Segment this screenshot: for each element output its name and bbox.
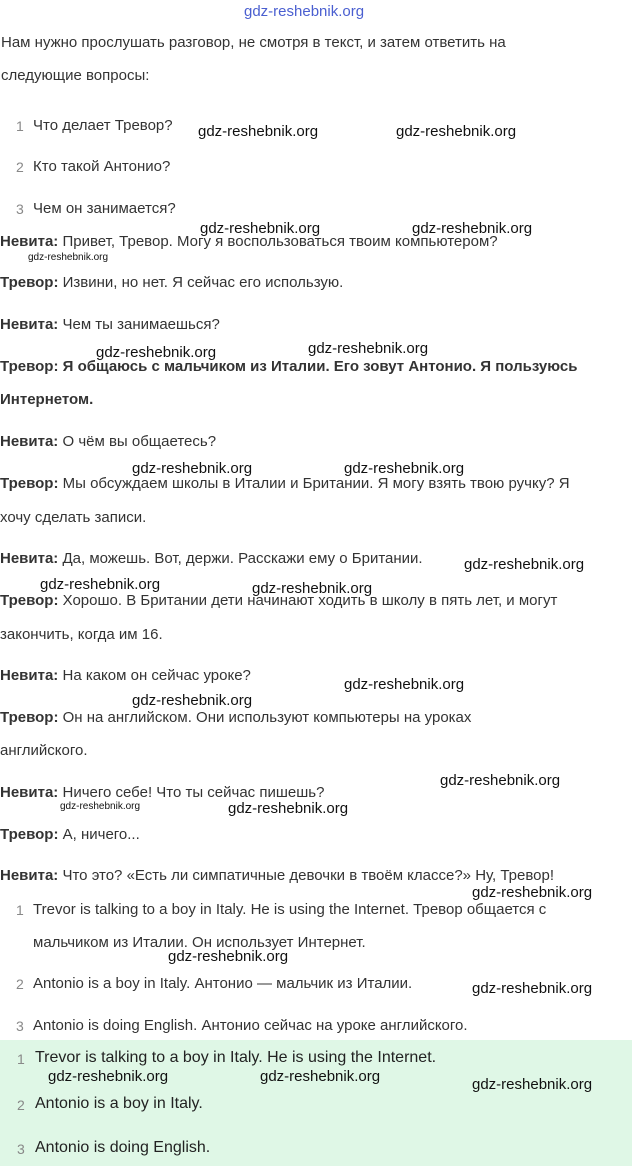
- translation-number: 2: [16, 976, 24, 992]
- speaker-name: Тревор:: [0, 709, 59, 726]
- question-number: 1: [16, 118, 24, 134]
- translation-number: 1: [16, 902, 24, 918]
- question-text: Чем он занимается?: [33, 200, 176, 217]
- speaker-name: Невита:: [0, 433, 59, 450]
- dialogue-text: На каком он сейчас уроке?: [62, 667, 251, 684]
- speaker-name: Невита:: [0, 233, 59, 250]
- speaker-name: Тревор:: [0, 826, 59, 843]
- question-number: 3: [16, 201, 24, 217]
- speaker-name: Тревор:: [0, 358, 59, 375]
- watermark: gdz-reshebnik.org: [132, 460, 253, 477]
- dialogue-text: Мы обсуждаем школы в Италии и Британии. Я могу взять твою ручку? Я: [62, 475, 570, 492]
- intro-line-1: Нам нужно прослушать разговор, не смотря в текст, и затем ответить на: [1, 34, 506, 51]
- dialogue-text: А, ничего...: [62, 826, 140, 843]
- watermark: gdz-reshebnik.org: [396, 123, 517, 140]
- watermark: gdz-reshebnik.org: [48, 1068, 169, 1085]
- watermark: gdz-reshebnik.org: [228, 800, 349, 817]
- answers-box: [0, 1040, 632, 1166]
- dialogue-line: [0, 825, 140, 845]
- answer-number: 1: [17, 1051, 25, 1067]
- watermark-top: gdz-reshebnik.org: [244, 3, 365, 20]
- translation-text: Antonio is doing English. Антонио сейчас на уроке английского.: [33, 1017, 468, 1034]
- dialogue-text: Хорошо. В Британии дети начинают ходить в школу в пять лет, и могут: [62, 592, 558, 609]
- speaker-name: Невита:: [0, 316, 59, 333]
- dialogue-line: [0, 273, 343, 293]
- watermark: gdz-reshebnik.org: [168, 948, 289, 965]
- watermark: gdz-reshebnik.org: [472, 884, 593, 901]
- watermark: gdz-reshebnik.org: [96, 344, 217, 361]
- dialogue-text: Да, можешь. Вот, держи. Расскажи ему о Британии.: [62, 550, 423, 567]
- watermark: gdz-reshebnik.org: [132, 692, 253, 709]
- answer-number: 2: [17, 1097, 25, 1113]
- watermark: gdz-reshebnik.org: [260, 1068, 381, 1085]
- dialogue-text: Он на английском. Они используют компьютеры на уроках: [62, 709, 472, 726]
- watermark: gdz-reshebnik.org: [60, 801, 141, 812]
- speaker-name: Тревор:: [0, 592, 59, 609]
- dialogue-line: [0, 866, 554, 886]
- dialogue-text: Извини, но нет. Я сейчас его использую.: [62, 274, 344, 291]
- watermark: gdz-reshebnik.org: [464, 556, 585, 573]
- dialogue-text: Я общаюсь с мальчиком из Италии. Его зовут Антонио. Я пользуюсь: [62, 358, 578, 375]
- dialogue-line: [0, 357, 577, 377]
- dialogue-text: Привет, Тревор. Могу я воспользоваться твоим компьютером?: [62, 233, 498, 250]
- watermark: gdz-reshebnik.org: [412, 220, 533, 237]
- dialogue-text: Что это? «Есть ли симпатичные девочки в твоём классе?» Ну, Тревор!: [62, 867, 555, 884]
- dialogue-line: [0, 666, 251, 686]
- watermark: gdz-reshebnik.org: [40, 576, 161, 593]
- watermark: gdz-reshebnik.org: [252, 580, 373, 597]
- translation-number: 3: [16, 1018, 24, 1034]
- speaker-name: Тревор:: [0, 274, 59, 291]
- watermark: gdz-reshebnik.org: [198, 123, 319, 140]
- dialogue-line: [0, 315, 220, 335]
- dialogue-text: О чём вы общаетесь?: [62, 433, 217, 450]
- answer-text: Antonio is a boy in Italy.: [35, 1095, 203, 1112]
- dialogue-line-cont: закончить, когда им 16.: [0, 626, 163, 643]
- answer-text: Trevor is talking to a boy in Italy. He is using the Internet.: [35, 1049, 437, 1066]
- watermark: gdz-reshebnik.org: [440, 772, 561, 789]
- dialogue-line: [0, 432, 216, 452]
- question-text: Что делает Тревор?: [33, 117, 173, 134]
- watermark: gdz-reshebnik.org: [308, 340, 429, 357]
- dialogue-text: Чем ты занимаешься?: [62, 316, 220, 333]
- speaker-name: Невита:: [0, 867, 59, 884]
- watermark: gdz-reshebnik.org: [472, 980, 593, 997]
- translation-text: Antonio is a boy in Italy. Антонио — мальчик из Италии.: [33, 975, 413, 992]
- speaker-name: Невита:: [0, 784, 59, 801]
- question-text: Кто такой Антонио?: [33, 158, 171, 175]
- dialogue-text: Ничего себе! Что ты сейчас пишешь?: [62, 784, 325, 801]
- dialogue-line: [0, 474, 570, 494]
- dialogue-line-cont: английского.: [0, 742, 88, 759]
- intro-line-2: следующие вопросы:: [1, 67, 150, 84]
- translation-text: Trevor is talking to a boy in Italy. He is using the Internet. Тревор общается с: [33, 901, 547, 918]
- translation-text-cont: мальчиком из Италии. Он использует Интернет.: [33, 934, 366, 951]
- question-number: 2: [16, 159, 24, 175]
- watermark: gdz-reshebnik.org: [344, 460, 465, 477]
- dialogue-line: [0, 549, 423, 569]
- answer-text: Antonio is doing English.: [35, 1139, 211, 1156]
- dialogue-line: [0, 708, 471, 728]
- speaker-name: Невита:: [0, 550, 59, 567]
- speaker-name: Невита:: [0, 667, 59, 684]
- dialogue-line-cont: хочу сделать записи.: [0, 509, 147, 526]
- watermark: gdz-reshebnik.org: [344, 676, 465, 693]
- speaker-name: Тревор:: [0, 475, 59, 492]
- watermark: gdz-reshebnik.org: [28, 252, 109, 263]
- watermark: gdz-reshebnik.org: [200, 220, 321, 237]
- dialogue-line-cont: Интернетом.: [0, 391, 94, 408]
- answer-number: 3: [17, 1141, 25, 1157]
- watermark: gdz-reshebnik.org: [472, 1076, 593, 1093]
